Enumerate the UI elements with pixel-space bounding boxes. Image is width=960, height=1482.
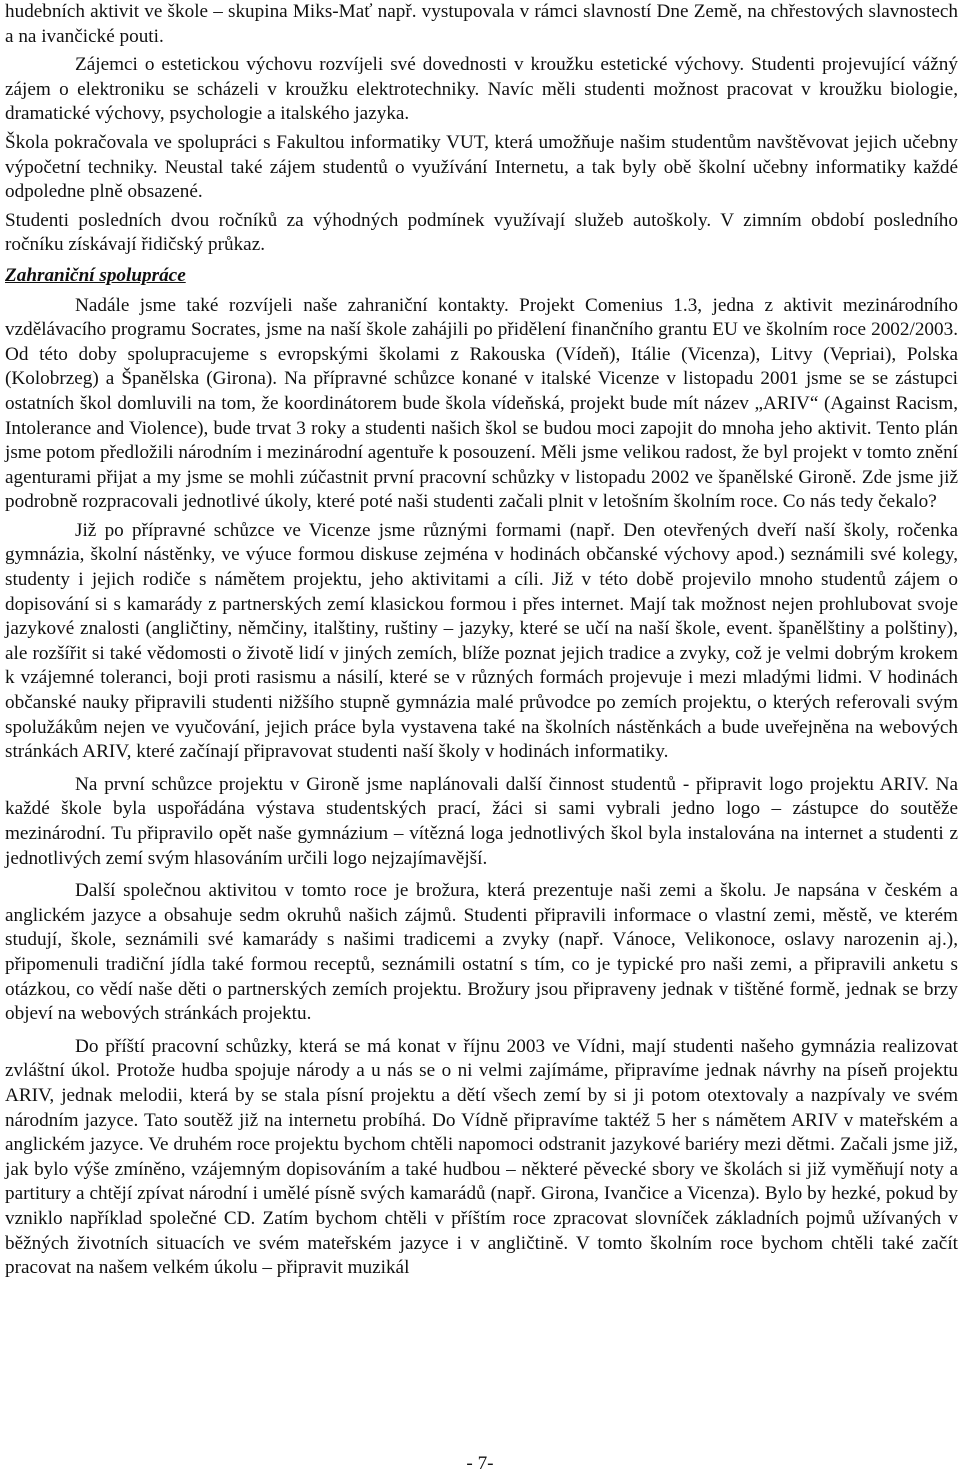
paragraph-comenius-project: Nadále jsme také rozvíjeli naše zahraniční kontakty. Projekt Comenius 1.3, jedna z aktivit mezinárodního vzdělávacího programu Socrates, jsme na naší škole zahájili po přidělení finančního grantu EU ve školním roce 2002/2003. Od této doby spolupracujeme s evropskými školami z Rakouska (Vídeň), Itálie (Vicenza), Litvy (Vepriai), Polska (Kolobrzeg) a Španělska (Girona). Na přípravné schůzce konané v italské Vicenze v listopadu 2001 jsme se se zástupci ostatních škol domluvili na tom, že koordinátorem bude škola vídeňská, projekt bude mít název „ARIV“ (Against Racism, Intolerance and Violence), bude trvat 3 roky a studenti našich škol se budou moci zapojit do mnoha jeho aktivit. Tento plán jsme potom předložili národním i mezinárodní agentuře k posouzení. Měli jsme velikou radost, že byl projekt v tomto znění agenturami přijat a my jsme se mohli zúčastnit první pracovní schůzky v listopadu 2002 ve španělské Gironě. Zde jsme již podrobně rozpracovali jednotlivé úkoly, které poté naši studenti začali plnit v letošním školním roce. Co nás tedy čekalo? (5, 294, 958, 513)
paragraph-next-meeting: Do příští pracovní schůzky, která se má konat v říjnu 2003 ve Vídni, mají studenti našeho gymnázia realizovat zvláštní úkol. Protože hudba spojuje národy a u nás se o ni velmi zajímáme, připravíme jednak návrhy na píseň projektu ARIV, jednak melodii, která by se stala písní projektu a dětí všech zemí by si ji potom otextovaly a nazpívaly ve svém národním jazyce. Tato soutěž již na internetu probíhá. Do Vídně připravíme taktéž 5 her s námětem ARIV v mateřském a anglickém jazyce. Ve druhém roce projektu bychom chtěli napomoci odstranit jazykové bariéry mezi dětmi. Začali jsme již, jak bylo výše zmíněno, vzájemným dopisováním a také hudbou – některé pěvecké sbory ve školách si již vyměňují noty a partitury a chtějí zpívat národní i umělé písně svých kamarádů (např. Girona, Ivančice a Vicenza). Bylo by hezké, pokud by vzniklo například společné CD. Zatím bychom chtěli v příštím roce zpracovat slovníček základních pojmů užívaných v běžných životních situacích ve svém mateřském jazyce i v angličtině. V tomto školním roce bychom chtěli také začít pracovat na našem velkém úkolu – připravit muzikál (5, 1035, 958, 1279)
paragraph-driving-school: Studenti posledních dvou ročníků za výhodných podmínek využívají služeb autoškoly. V zimním období posledního ročníku získávají řidičský průkaz. (5, 209, 958, 256)
paragraph-brochure: Další společnou aktivitou v tomto roce je brožura, která prezentuje naši zemi a školu. Je napsána v českém a anglickém jazyce a obsahuje sedm okruhů našich zájmů. Studenti připravili informace o vlastní zemi, městě, ve kterém studují, škole, seznámili své kamarády s našimi tradicemi a zvyky (např. Vánoce, Velikonoce, oslavy narozenin aj.), připomenuli tradiční jídla také formou receptů, seznámili ostatní s tím, co je typické pro naši zemi, a připravili anketu s otázkou, co vědí naše děti o partnerských zemích projektu. Brožury jsou připraveny jednak v tištěné formě, jednak se brzy objeví na webových stránkách projektu. (5, 880, 958, 1025)
paragraph-clubs: Zájemci o estetickou výchovu rozvíjeli své dovednosti v kroužku estetické výchovy. Studenti projevující vážný zájem o elektroniku se scházeli v kroužku elektrotechniky. Navíc měli studenti možnost pracovat v kroužku biologie, dramatické výchovy, psychologie a italského jazyka. (5, 54, 958, 125)
document-body (5, 0, 958, 1285)
paragraph-music-activities: hudebních aktivit ve škole – skupina Miks-Mať např. vystupovala v rámci slavností Dne Země, na chřestových slavnostech a na ivančické pouti. (5, 1, 958, 47)
paragraph-vut-cooperation: Škola pokračovala ve spolupráci s Fakultou informatiky VUT, která umožňuje našim studentům navštěvovat jejich učebny výpočetní techniky. Neustal také zájem studentů o využívání Internetu, a tak byly obě školní učebny informatiky každé odpoledne plně obsazené. (5, 131, 958, 203)
paragraph-logo: Na první schůzce projektu v Gironě jsme naplánovali další činnost studentů - připravit logo projektu ARIV. Na každé škole byla uspořádána výstava studentských prací, žáci si sami vybrali jedno logo – zástupce do soutěže mezinárodní. Tu připravilo opět naše gymnázium – vítězná loga jednotlivých škol byla instalována na internet a studenti z jednotlivých zemí svým hlasováním určili logo nejzajímavější. (5, 773, 958, 869)
paragraph-preparation: Již po přípravné schůzce ve Vicenze jsme různými formami (např. Den otevřených dveří naší školy, ročenka gymnázia, školní nástěnky, ve výuce formou diskuse zejména v hodinách občanské výchovy apod.) seznámili své kolegy, studenty i jejich rodiče s námětem projektu, jeho aktivitami a cíli. Již v této době projevilo mnoho studentů zájem o dopisování si s kamarády z partnerských zemí klasickou formou i přes internet. Mají tak možnost nejen prohlubovat svoje jazykové znalosti (angličtiny, němčiny, italštiny, ruštiny – jazyky, které se učí na naší škole, event. španělštiny a polštiny), ale rozšířit si také vědomosti o životě lidí v jiných zemích, blíže poznat jejich tradice a zvyky, což je velmi dobrým krokem k vzájemné toleranci, boji proti rasismu a násilí, které se v různých formách projevuje i mezi mladými lidmi. V hodinách občanské nauky připravili studenti nižšího stupně gymnázia malé průvodce po zemích projektu, o kterých referovali svým spolužákům nejen ve vyučování, jejich práce byla vystavena také na školních nástěnkách a bude uveřejněna na webových stránkách ARIV, které začínají připravovat studenti naší školy v hodinách informatiky. (5, 519, 958, 763)
page-number: - 7- (466, 1453, 494, 1474)
section-heading-foreign-cooperation: Zahraniční spolupráce (5, 264, 186, 286)
